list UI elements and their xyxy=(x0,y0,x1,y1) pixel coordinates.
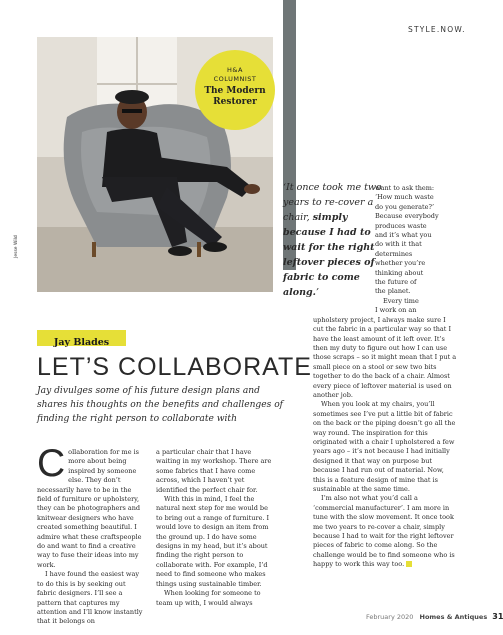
col2-paragraph-1: a particular chair that I have waiting in my workshop. There are some fabrics that I have come across, which I haven’t yet identified the perfect chair for. xyxy=(156,448,272,494)
col2-paragraph-2: With this in mind, I feel the natural next step for me would be to bring out a range of furniture. I would love to design an item from the ground up. I do have some designs in my head, but it’s about finding the right person to collaborate with. For example, I’d need to find someone who makes things using sustainable timber. xyxy=(156,495,270,588)
columnist-badge xyxy=(195,50,275,130)
col3-paragraph-1: upholstery project, I always make sure I cut the fabric in a particular way so that I have the least amount of it left over. It’s then my duty to figure out how I can use those scraps – so it might mean that I put a small piece on a stool or sew two bits together to do the back of a chair. Almost every piece of leftover material is used on another job. xyxy=(313,315,457,399)
col2-paragraph-3: When looking for someone to team up with, I would always xyxy=(156,589,261,607)
body-column-1 xyxy=(37,442,145,627)
col3-line: determines xyxy=(375,249,413,258)
col3-line: whether you’re xyxy=(375,259,426,268)
pull-quote-part-1: ‘It once took me two years to re-cover a chair, xyxy=(283,182,382,223)
col3-line: produces waste xyxy=(375,221,427,230)
col3-line: the planet. xyxy=(375,287,411,296)
col3-narrow-block xyxy=(313,184,457,316)
col3-line: ‘How much waste xyxy=(375,193,434,202)
col3-line: the future of xyxy=(375,278,417,287)
drop-cap: C xyxy=(37,442,66,485)
col3-line: thinking about xyxy=(375,268,424,277)
page-footer xyxy=(366,612,503,621)
author-name-box xyxy=(37,330,126,346)
col3-line: Every time xyxy=(383,296,419,305)
pull-quote-part-3: ’ xyxy=(315,287,319,298)
badge-line-1: H&A xyxy=(227,66,243,74)
body-column-3 xyxy=(313,184,457,570)
col3-line: do with it that xyxy=(375,240,422,249)
col3-paragraph-2: When you look at my chairs, you’ll sometimes see I’ve put a little bit of fabric on the back or the piping doesn’t go all the way round. The inspiration for this originated with a chair I upholstered a few years ago – it’s not because I had initially designed it that way on purpose but because I had run out of material. Now, this is a feature design of mine that is sustainable at the same time. xyxy=(313,400,456,493)
headline: LET’S COLLABORATE xyxy=(37,353,312,381)
page-number: 31 xyxy=(492,612,503,621)
standfirst: Jay divulges some of his future design plans and shares his thoughts on the benefits and challenges of finding the right person to collaborate with xyxy=(37,386,284,424)
col1-paragraph-2: I have found the easiest way to do this is by seeking out fabric designers. I’ll see a pattern that captures my attention and I’ll know instantly that it belongs on xyxy=(37,570,143,626)
badge-line-2: COLUMNIST xyxy=(213,75,257,83)
photo-credit: Jesse Wild xyxy=(14,235,19,258)
author-name: Jay Blades xyxy=(53,337,110,348)
col1-paragraph-1: ollaboration for me is more about being inspired by someone else. They don’t necessarily have to be in the field of furniture or upholstery, they can be photographers and knitwear designers who have created something beautiful. I admire what these craftspeople do and want to find a creative way to fuse their ideas into my work. xyxy=(37,448,142,569)
end-mark-icon xyxy=(406,561,412,567)
col3-line: do you generate?’ xyxy=(375,202,435,211)
issue-date: February 2020 xyxy=(366,613,414,621)
section-tag: STYLE.NOW. xyxy=(408,25,466,34)
col3-line: I work on an xyxy=(375,306,417,315)
badge-title: The Modern Restorer xyxy=(204,86,266,107)
magazine-name: Homes & Antiques xyxy=(419,613,488,621)
col3-line: Because everybody xyxy=(375,212,439,221)
col3-line: and it’s what you xyxy=(375,231,432,240)
body-column-2 xyxy=(156,448,272,608)
col3-paragraph-3: I’m also not what you’d call a ‘commercial manufacturer’. I am more in tune with the slow movement. It once took me two years to re-cover a chair, simply because I had to wait for the right leftover pieces of fabric to come along. So the challenge would be to find someone who is happy to work this way too. xyxy=(313,494,455,569)
col3-line: want to ask them: xyxy=(375,184,435,192)
pull-quote-part-2: simply because I had to wait for the right leftover pieces of fabric to come along. xyxy=(283,212,375,298)
